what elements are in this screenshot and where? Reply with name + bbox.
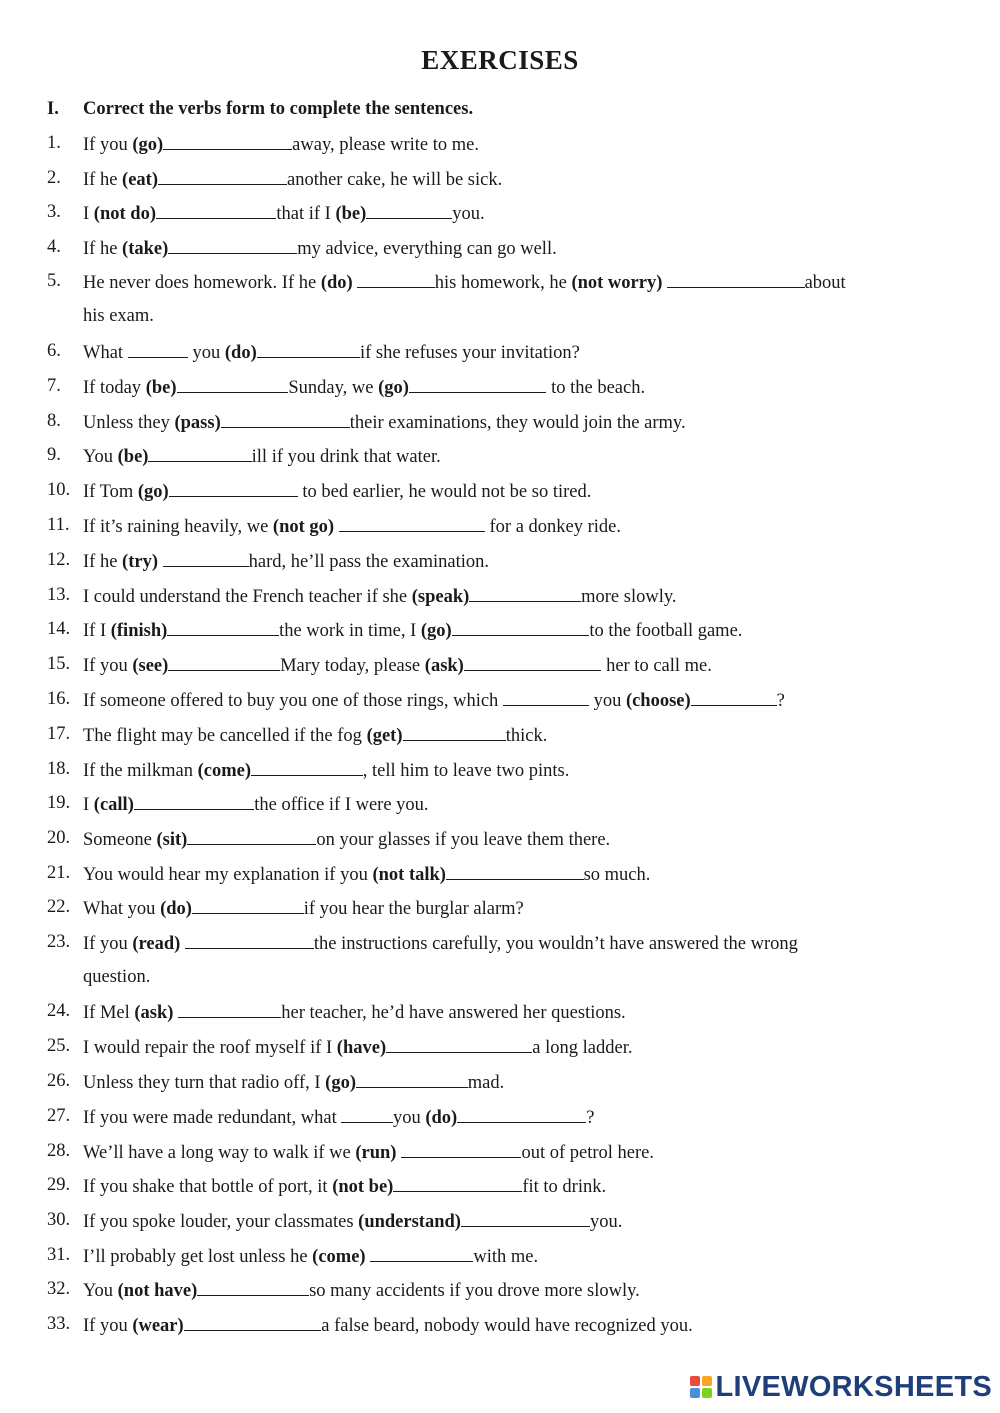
- answer-blank[interactable]: [446, 862, 584, 880]
- item-number: 18.: [47, 759, 71, 779]
- item-sentence: If you (go) away, please write to me.: [83, 132, 479, 156]
- answer-blank[interactable]: [168, 236, 297, 254]
- item-sentence: If you were made redundant, what you (do) ?: [83, 1105, 594, 1129]
- answer-blank[interactable]: [128, 340, 188, 358]
- item-sentence: If you (wear) a false beard, nobody would have recognized you.: [83, 1313, 693, 1337]
- answer-blank[interactable]: [177, 375, 289, 393]
- item-sentence: If today (be) Sunday, we (go) to the beach.: [83, 375, 645, 399]
- item-sentence: You (be) ill if you drink that water.: [83, 444, 441, 468]
- item-sentence: I would repair the roof myself if I (have) a long ladder.: [83, 1035, 632, 1059]
- answer-blank[interactable]: [409, 375, 547, 393]
- logo-text: LIVEWORKSHEETS: [715, 1370, 992, 1403]
- answer-blank[interactable]: [457, 1105, 586, 1123]
- item-sentence: If he (eat) another cake, he will be sick.: [83, 167, 502, 191]
- item-sentence: I (not do) that if I (be) you.: [83, 201, 485, 225]
- answer-blank[interactable]: [163, 549, 249, 567]
- answer-blank[interactable]: [192, 896, 304, 914]
- answer-blank[interactable]: [339, 514, 485, 532]
- answer-blank[interactable]: [148, 444, 251, 462]
- item-sentence: I could understand the French teacher if she (speak) more slowly.: [83, 584, 677, 608]
- item-sentence: He never does homework. If he (do) his homework, he (not worry) about: [83, 270, 846, 294]
- answer-blank[interactable]: [341, 1105, 393, 1123]
- answer-blank[interactable]: [503, 688, 589, 706]
- item-number: 13.: [47, 585, 71, 605]
- answer-blank[interactable]: [691, 688, 777, 706]
- item-sentence: I’ll probably get lost unless he (come) with me.: [83, 1244, 538, 1268]
- item-sentence-continuation: his exam.: [83, 306, 154, 326]
- item-sentence: If you (see) Mary today, please (ask) her to call me.: [83, 653, 712, 677]
- answer-blank[interactable]: [401, 1140, 521, 1158]
- item-sentence: What you (do) if you hear the burglar alarm?: [83, 896, 524, 920]
- item-number: 10.: [47, 480, 71, 500]
- item-number: 32.: [47, 1279, 71, 1299]
- item-sentence: If you spoke louder, your classmates (understand) you.: [83, 1209, 622, 1233]
- answer-blank[interactable]: [370, 1244, 473, 1262]
- item-sentence: Unless they (pass) their examinations, they would join the army.: [83, 410, 686, 434]
- item-number: 5.: [47, 271, 61, 291]
- item-sentence: If you shake that bottle of port, it (not be) fit to drink.: [83, 1174, 606, 1198]
- item-sentence: Someone (sit) on your glasses if you leave them there.: [83, 827, 610, 851]
- item-number: 1.: [47, 133, 61, 153]
- item-sentence: The flight may be cancelled if the fog (get) thick.: [83, 723, 547, 747]
- answer-blank[interactable]: [168, 653, 280, 671]
- answer-blank[interactable]: [251, 758, 363, 776]
- item-sentence: You would hear my explanation if you (not talk) so much.: [83, 862, 650, 886]
- item-number: 24.: [47, 1001, 71, 1021]
- section-number: I.: [47, 99, 59, 119]
- item-number: 3.: [47, 202, 61, 222]
- item-sentence: If Mel (ask) her teacher, he’d have answered her questions.: [83, 1000, 626, 1024]
- item-number: 23.: [47, 932, 71, 952]
- answer-blank[interactable]: [393, 1174, 522, 1192]
- item-number: 28.: [47, 1141, 71, 1161]
- answer-blank[interactable]: [667, 270, 805, 288]
- item-number: 29.: [47, 1175, 71, 1195]
- item-sentence: If Tom (go) to bed earlier, he would not be so tired.: [83, 479, 591, 503]
- item-sentence: Unless they turn that radio off, I (go) mad.: [83, 1070, 504, 1094]
- item-number: 31.: [47, 1245, 71, 1265]
- answer-blank[interactable]: [156, 201, 276, 219]
- answer-blank[interactable]: [357, 270, 434, 288]
- answer-blank[interactable]: [221, 410, 350, 428]
- item-sentence: If someone offered to buy you one of those rings, which you (choose) ?: [83, 688, 785, 712]
- item-sentence: If I (finish) the work in time, I (go) to the football game.: [83, 618, 742, 642]
- item-number: 12.: [47, 550, 71, 570]
- answer-blank[interactable]: [163, 132, 292, 150]
- item-sentence: What you (do) if she refuses your invitation?: [83, 340, 580, 364]
- item-number: 2.: [47, 168, 61, 188]
- item-number: 25.: [47, 1036, 71, 1056]
- item-sentence: If you (read) the instructions carefully, you wouldn’t have answered the wrong: [83, 931, 798, 955]
- item-number: 14.: [47, 619, 71, 639]
- item-number: 33.: [47, 1314, 71, 1334]
- item-sentence: If the milkman (come) , tell him to leave two pints.: [83, 758, 569, 782]
- item-sentence: If he (try) hard, he’ll pass the examination.: [83, 549, 489, 573]
- item-sentence-continuation: question.: [83, 967, 151, 987]
- answer-blank[interactable]: [167, 618, 279, 636]
- answer-blank[interactable]: [184, 1313, 322, 1331]
- item-number: 27.: [47, 1106, 71, 1126]
- answer-blank[interactable]: [452, 618, 590, 636]
- item-number: 16.: [47, 689, 71, 709]
- answer-blank[interactable]: [178, 1000, 281, 1018]
- answer-blank[interactable]: [386, 1035, 532, 1053]
- answer-blank[interactable]: [158, 167, 287, 185]
- item-number: 30.: [47, 1210, 71, 1230]
- answer-blank[interactable]: [185, 931, 314, 949]
- item-number: 6.: [47, 341, 61, 361]
- answer-blank[interactable]: [356, 1070, 468, 1088]
- item-sentence: You (not have) so many accidents if you drove more slowly.: [83, 1278, 640, 1302]
- item-number: 4.: [47, 237, 61, 257]
- answer-blank[interactable]: [469, 584, 581, 602]
- item-sentence: If he (take) my advice, everything can go well.: [83, 236, 557, 260]
- item-number: 20.: [47, 828, 71, 848]
- logo-mark-icon: [690, 1376, 712, 1398]
- liveworksheets-logo: [690, 1369, 993, 1405]
- answer-blank[interactable]: [187, 827, 316, 845]
- answer-blank[interactable]: [366, 201, 452, 219]
- answer-blank[interactable]: [403, 723, 506, 741]
- answer-blank[interactable]: [197, 1278, 309, 1296]
- answer-blank[interactable]: [461, 1209, 590, 1227]
- page-title: EXERCISES: [421, 45, 579, 75]
- item-number: 22.: [47, 897, 71, 917]
- item-number: 17.: [47, 724, 71, 744]
- item-sentence: If it’s raining heavily, we (not go) for a donkey ride.: [83, 514, 621, 538]
- answer-blank[interactable]: [257, 340, 360, 358]
- item-number: 15.: [47, 654, 71, 674]
- item-number: 19.: [47, 793, 71, 813]
- item-number: 9.: [47, 445, 61, 465]
- item-number: 8.: [47, 411, 61, 431]
- item-sentence: We’ll have a long way to walk if we (run) out of petrol here.: [83, 1140, 654, 1164]
- answer-blank[interactable]: [134, 792, 254, 810]
- section-instruction: Correct the verbs form to complete the sentences.: [83, 99, 474, 119]
- item-number: 7.: [47, 376, 61, 396]
- item-number: 26.: [47, 1071, 71, 1091]
- answer-blank[interactable]: [464, 653, 602, 671]
- item-sentence: I (call) the office if I were you.: [83, 792, 429, 816]
- item-number: 11.: [47, 515, 70, 535]
- item-number: 21.: [47, 863, 71, 883]
- answer-blank[interactable]: [169, 479, 298, 497]
